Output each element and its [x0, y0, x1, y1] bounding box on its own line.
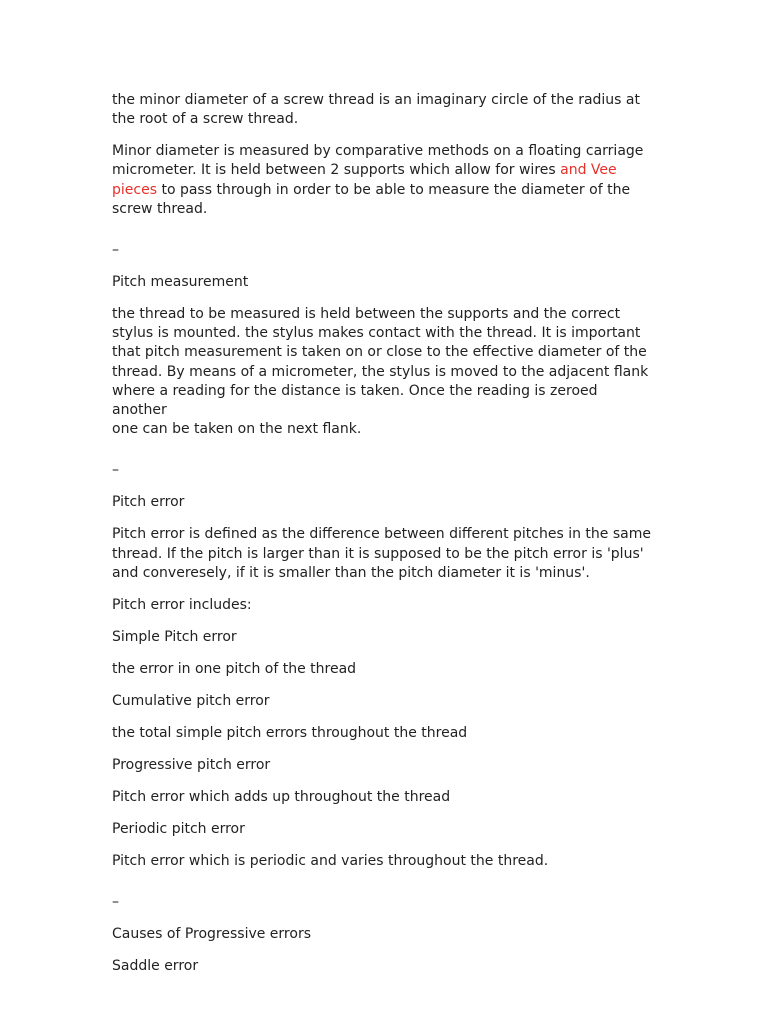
term-cumulative-pitch-error: Cumulative pitch error [112, 692, 270, 709]
term-periodic-pitch-error: Periodic pitch error [112, 820, 245, 837]
paragraph-pitch-error-definition: Pitch error is defined as the difference between different pitches in the same thread. If the pitch is larger than it is supposed to be the pitch error is 'plus' and converesely, if it is smaller than the pitch diameter it is 'minus'. [112, 526, 651, 581]
term-simple-pitch-error: Simple Pitch error [112, 628, 237, 645]
section-separator: – [112, 242, 119, 259]
paragraph-pitch-error-includes: Pitch error includes: [112, 596, 252, 613]
vee-pieces-link[interactable]: and Vee pieces [112, 162, 617, 198]
heading-pitch-error: Pitch error [112, 494, 185, 511]
definition-cumulative-pitch-error: the total simple pitch errors throughout the thread [112, 724, 468, 741]
section-separator: – [112, 462, 119, 479]
definition-periodic-pitch-error: Pitch error which is periodic and varies throughout the thread. [112, 852, 549, 869]
paragraph-minor-diameter-measurement [112, 142, 656, 219]
paragraph-text: to pass through in order to be able to measure the diameter of the screw thread. [112, 181, 631, 217]
heading-causes-progressive-errors: Causes of Progressive errors [112, 926, 311, 942]
definition-progressive-pitch-error: Pitch error which adds up throughout the thread [112, 788, 451, 805]
paragraph-text: Minor diameter is measured by comparative methods on a floating carriage micrometer. It is held between 2 supports which allow for wires [112, 143, 644, 179]
paragraph-minor-diameter-definition: the minor diameter of a screw thread is an imaginary circle of the radius at the root of a screw thread. [112, 92, 640, 128]
paragraph-pitch-measurement: the thread to be measured is held between the supports and the correct stylus is mounted. the stylus makes contact with the thread. It is important that pitch measurement is taken on or close to the effective diameter of the thread. By means of a micrometer, the stylus is moved to the adjacent flank where a reading for the distance is taken. Once the reading is zeroed another one can be taken on the next flank. [112, 306, 649, 438]
term-saddle-error: Saddle error [112, 958, 199, 974]
term-progressive-pitch-error: Progressive pitch error [112, 756, 271, 773]
heading-pitch-measurement: Pitch measurement [112, 274, 249, 290]
definition-simple-pitch-error: the error in one pitch of the thread [112, 660, 357, 677]
section-separator: – [112, 894, 119, 911]
